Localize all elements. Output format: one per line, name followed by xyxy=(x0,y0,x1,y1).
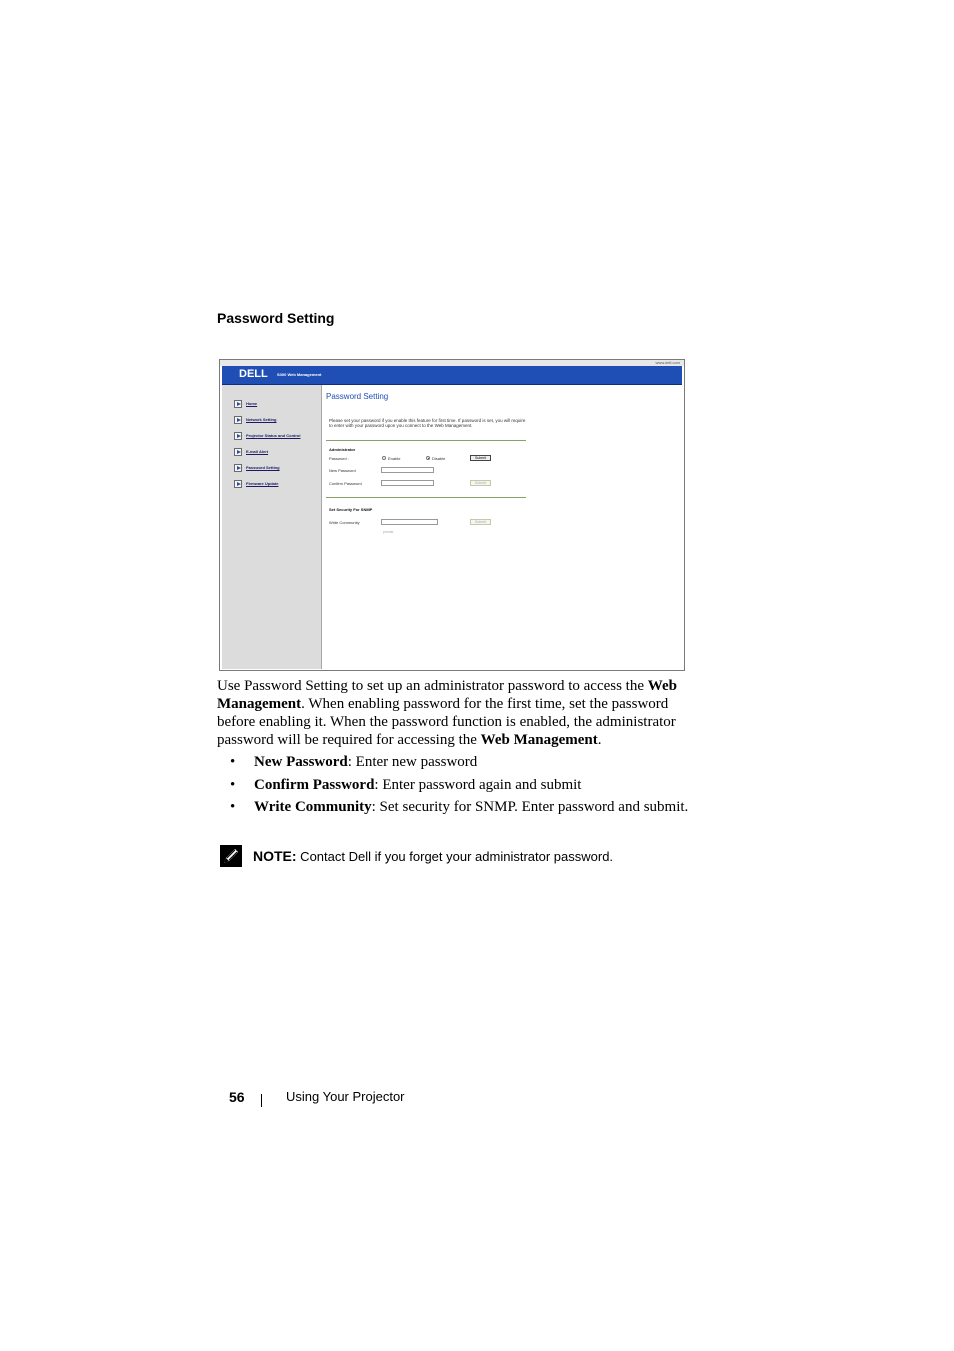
arrow-right-icon xyxy=(234,400,242,408)
bullet-glyph: • xyxy=(230,754,236,770)
new-password-label: New Password xyxy=(329,468,356,473)
para-text: Use Password Setting to set up an administrator password to access the xyxy=(217,678,648,694)
snmp-submit-button[interactable]: Submit xyxy=(470,519,491,525)
para-text: . When enabling password for the first time, set the password before enabling it. When the password function is enabled, the administrator password will be required for accessing the xyxy=(217,696,676,748)
write-community-value: private xyxy=(383,530,394,534)
footer-chapter: Using Your Projector xyxy=(286,1089,405,1104)
section-title: Password Setting xyxy=(217,310,335,326)
password-submit-button[interactable]: Submit xyxy=(470,455,491,461)
list-item xyxy=(230,775,710,798)
radio-enable[interactable] xyxy=(382,456,386,460)
nav-label: Password Setting xyxy=(246,465,280,470)
bullet-list xyxy=(230,752,710,820)
nav-label: Home xyxy=(246,401,258,406)
confirm-password-input[interactable] xyxy=(381,480,434,486)
bullet-term: New Password xyxy=(254,754,348,770)
bullet-term: Confirm Password xyxy=(254,776,375,793)
screenshot-url: www.dell.com xyxy=(655,360,680,365)
arrow-right-icon xyxy=(234,448,242,456)
nav-item-password-setting[interactable] xyxy=(234,464,324,474)
nav-label: Projector Status and Control xyxy=(246,433,301,438)
arrow-right-icon xyxy=(234,432,242,440)
divider xyxy=(326,440,526,441)
arrow-right-icon xyxy=(234,480,242,488)
nav-item-projector-status[interactable] xyxy=(234,432,324,442)
nav-item-home[interactable] xyxy=(234,400,324,410)
password-label: Password : xyxy=(329,456,349,461)
para-text: . xyxy=(597,732,602,748)
radio-enable-label: Enable xyxy=(388,456,401,461)
main-title: Password Setting xyxy=(326,392,389,401)
note xyxy=(253,848,613,864)
nav-item-firmware-update[interactable] xyxy=(234,480,324,490)
nav-label: Firmware Update xyxy=(246,481,279,486)
para-bold: Web Management xyxy=(217,678,677,712)
note-label: NOTE: xyxy=(253,848,297,864)
write-community-label: Write Community xyxy=(329,520,360,525)
note-text: Contact Dell if you forget your administrator password. xyxy=(296,849,614,864)
radio-disable-label: Disable xyxy=(432,456,446,461)
list-item xyxy=(230,797,710,820)
web-management-screenshot xyxy=(219,359,685,671)
divider xyxy=(326,497,526,498)
nav-item-email-alert[interactable] xyxy=(234,448,324,458)
bullet-desc: : Enter new password xyxy=(347,754,478,770)
screenshot-main xyxy=(322,385,682,669)
new-password-input[interactable] xyxy=(381,467,434,473)
arrow-right-icon xyxy=(234,416,242,424)
bullet-glyph: • xyxy=(230,776,236,793)
banner-title: S300 Web Management xyxy=(277,372,322,377)
nav-label: E-mail Alert xyxy=(246,449,269,454)
arrow-right-icon xyxy=(234,464,242,472)
snmp-heading: Set Security For SNMP xyxy=(329,507,373,512)
screenshot-sidebar xyxy=(222,385,322,669)
confirm-submit-button[interactable]: Submit xyxy=(470,480,491,486)
page-number: 56 xyxy=(229,1089,245,1105)
main-intro: Please set your password if you enable this feature for first time. If password is set, you will require to enter with your password upon you connect to the Web Management. xyxy=(329,418,526,428)
nav-label: Network Setting xyxy=(246,417,277,422)
bullet-desc: : Set security for SNMP. Enter password and submit. xyxy=(371,799,689,815)
footer-separator xyxy=(261,1094,262,1107)
bullet-desc: : Enter password again and submit xyxy=(374,776,582,793)
bullet-term: Write Community xyxy=(254,799,372,815)
para-bold: Web Management xyxy=(480,732,598,748)
administrator-heading: Administrator xyxy=(329,447,356,452)
list-item xyxy=(230,752,710,775)
screenshot-banner xyxy=(222,366,682,385)
confirm-password-label: Confirm Password xyxy=(329,481,362,486)
write-community-input[interactable] xyxy=(381,519,438,534)
dell-logo: DELL xyxy=(239,368,268,380)
radio-disable[interactable] xyxy=(426,456,430,460)
pencil-note-icon xyxy=(219,844,243,868)
description-paragraph xyxy=(217,677,707,749)
bullet-glyph: • xyxy=(230,799,236,815)
nav-item-network-setting[interactable] xyxy=(234,416,324,426)
